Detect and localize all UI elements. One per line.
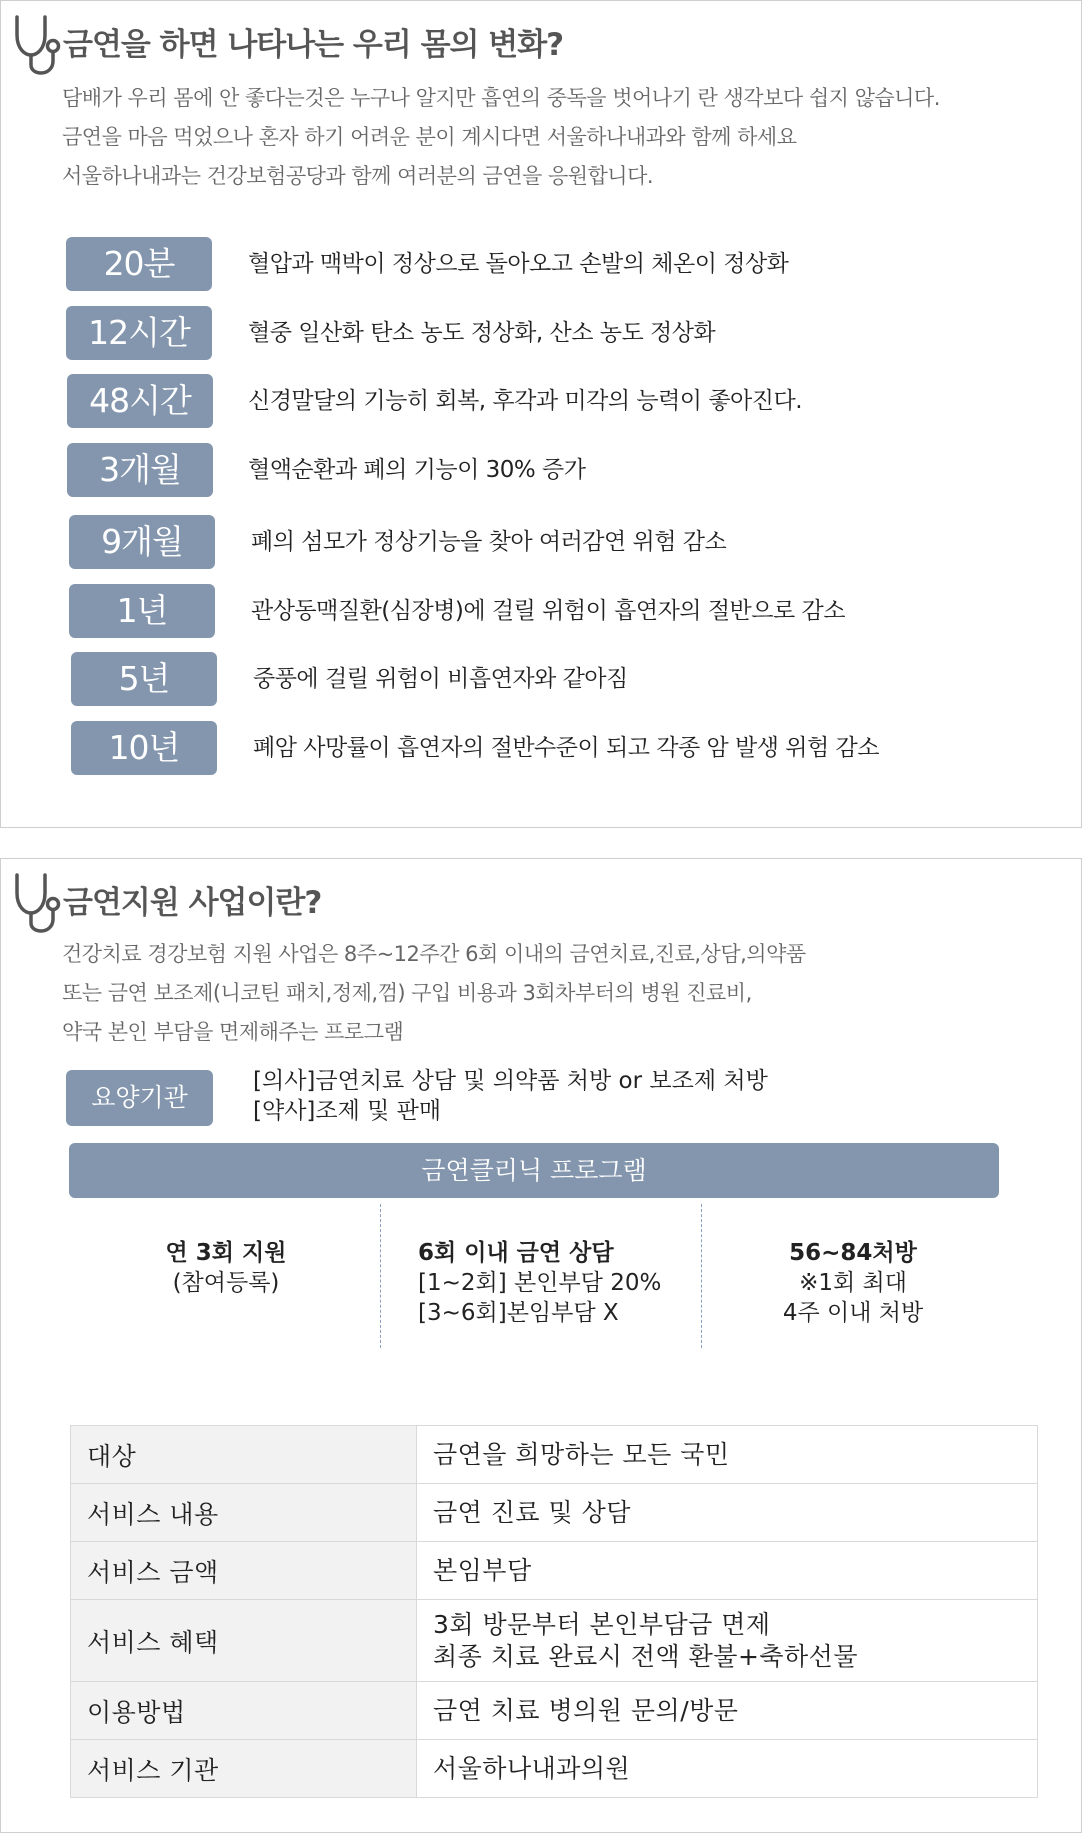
timeline-badge: 9개월 <box>69 515 215 569</box>
table-value-line: 금연을 희망하는 모든 국민 <box>433 1439 730 1469</box>
column-line: [1~2회] 본인부담 20% <box>418 1270 662 1296</box>
clinic-program-bar: 금연클리닉 프로그램 <box>69 1143 999 1198</box>
institution-badge: 요양기관 <box>66 1070 213 1126</box>
column-divider <box>380 1204 381 1348</box>
column-heading: 연 3회 지원 <box>165 1240 287 1266</box>
table-key: 서비스 기관 <box>71 1740 417 1798</box>
timeline-badge: 5년 <box>71 652 217 706</box>
program-column-counsel <box>418 1238 661 1328</box>
intro-line: 금연을 마음 먹었으나 혼자 하기 어려운 분이 계시다면 서울하나내과와 함께 하세요 <box>62 125 797 149</box>
timeline-badge: 1년 <box>69 584 215 638</box>
table-row <box>71 1600 1038 1682</box>
timeline-badge: 20분 <box>66 237 212 291</box>
program-column-support <box>150 1238 302 1298</box>
column-divider <box>701 1204 702 1348</box>
table-value <box>417 1484 1038 1542</box>
program-intro-text <box>62 935 806 1052</box>
table-row <box>71 1740 1038 1798</box>
table-value <box>417 1426 1038 1484</box>
institution-line: [의사]금연치료 상담 및 의약품 처방 or 보조제 처방 <box>253 1068 768 1094</box>
table-value <box>417 1682 1038 1740</box>
timeline-badge: 12시간 <box>66 306 212 360</box>
intro-line: 약국 본인 부담을 면제해주는 프로그램 <box>62 1020 404 1044</box>
column-heading: 6회 이내 금연 상담 <box>418 1240 614 1266</box>
timeline-desc: 신경말달의 기능히 회복, 후각과 미각의 능력이 좋아진다. <box>248 388 803 414</box>
service-info-table <box>70 1425 1038 1798</box>
table-value-line: 3회 방문부터 본인부담금 면제 <box>433 1609 771 1639</box>
table-key: 이용방법 <box>71 1682 417 1740</box>
timeline-desc: 폐암 사망률이 흡연자의 절반수준이 되고 각종 암 발생 위험 감소 <box>253 735 879 761</box>
intro-line: 담배가 우리 몸에 안 좋다는것은 누구나 알지만 흡연의 중독을 벗어나기 란 생각보다 쉽지 않습니다. <box>62 86 940 110</box>
intro-line: 서울하나내과는 건강보험공당과 함께 여러분의 금연을 응원합니다. <box>62 164 654 188</box>
timeline-desc: 혈액순환과 폐의 기능이 30% 증가 <box>248 457 586 483</box>
timeline-badge: 48시간 <box>67 374 213 428</box>
table-value-line: 금연 치료 병의원 문의/방문 <box>433 1695 739 1725</box>
institution-line: [약사]조제 및 판매 <box>253 1098 442 1124</box>
section-title: 금연지원 사업이란? <box>63 885 322 921</box>
table-key: 서비스 내용 <box>71 1484 417 1542</box>
timeline-desc: 중풍에 걸릴 위험이 비흡연자와 같아짐 <box>253 666 628 692</box>
institution-lines <box>253 1066 768 1126</box>
table-value <box>417 1600 1038 1682</box>
section-title: 금연을 하면 나타나는 우리 몸의 변화? <box>63 27 564 63</box>
column-line: 4주 이내 처방 <box>782 1300 924 1326</box>
program-column-prescription <box>752 1238 954 1328</box>
stethoscope-icon <box>11 13 63 77</box>
intro-text <box>62 79 940 196</box>
table-key: 대상 <box>71 1426 417 1484</box>
table-value <box>417 1740 1038 1798</box>
timeline-badge: 10년 <box>71 721 217 775</box>
intro-line: 건강치료 경강보험 지원 사업은 8주~12주간 6회 이내의 금연치료,진료,상담,의약품 <box>62 942 806 966</box>
table-value-line: 최종 치료 완료시 전액 환불+축하선물 <box>433 1641 858 1671</box>
timeline-desc: 혈압과 맥박이 정상으로 돌아오고 손발의 체온이 정상화 <box>248 251 789 277</box>
timeline-desc: 관상동맥질환(심장병)에 걸릴 위험이 흡연자의 절반으로 감소 <box>251 598 845 624</box>
table-value-line: 본임부담 <box>433 1555 532 1585</box>
table-value <box>417 1542 1038 1600</box>
table-key: 서비스 혜택 <box>71 1600 417 1682</box>
table-row <box>71 1484 1038 1542</box>
timeline-desc: 폐의 섬모가 정상기능을 찾아 여러감연 위험 감소 <box>251 529 727 555</box>
table-value-line: 서울하나내과의원 <box>433 1753 631 1783</box>
timeline-badge: 3개월 <box>67 443 213 497</box>
table-row <box>71 1426 1038 1484</box>
column-heading: 56~84처방 <box>789 1240 917 1266</box>
table-value-line: 금연 진료 및 상담 <box>433 1497 631 1527</box>
intro-line: 또는 금연 보조제(니코틴 패치,정제,껌) 구입 비용과 3회차부터의 병원 진료비, <box>62 981 752 1005</box>
column-line: (참여등록) <box>172 1270 280 1296</box>
timeline-desc: 혈중 일산화 탄소 농도 정상화, 산소 농도 정상화 <box>248 320 716 346</box>
table-row <box>71 1682 1038 1740</box>
stethoscope-icon <box>11 871 63 935</box>
table-row <box>71 1542 1038 1600</box>
column-line: [3~6회]본임부담 X <box>418 1300 619 1326</box>
column-line: ※1회 최대 <box>799 1270 907 1296</box>
table-key: 서비스 금액 <box>71 1542 417 1600</box>
